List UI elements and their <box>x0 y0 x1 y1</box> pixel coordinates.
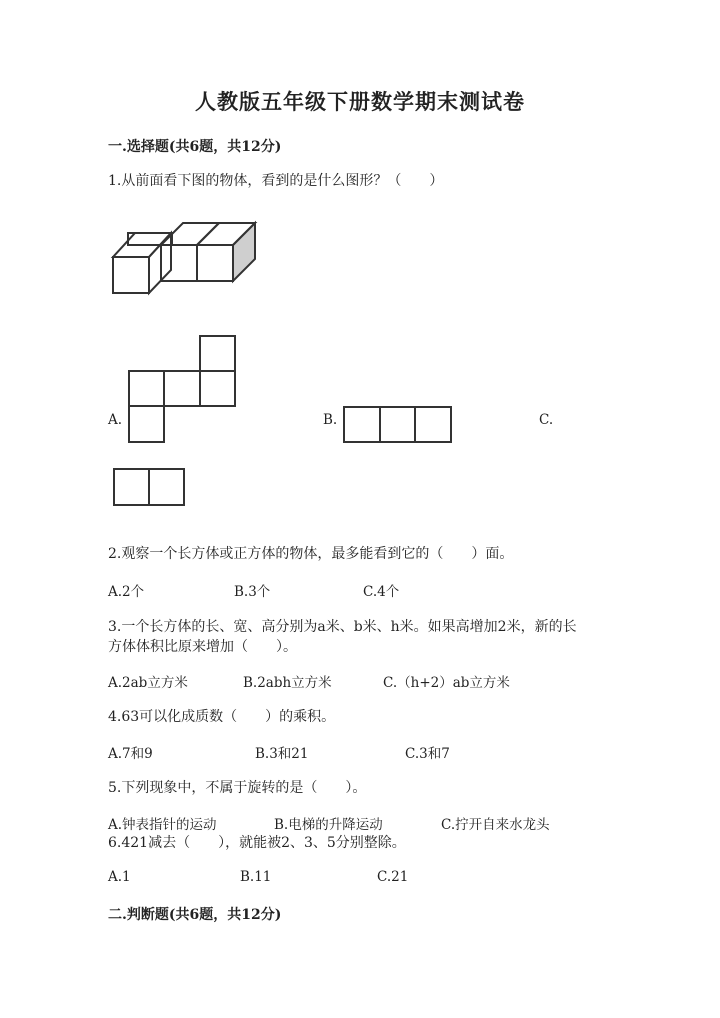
question-4-text: 4.63可以化成质数（ ）的乘积。 <box>108 709 336 725</box>
q4-option-b[interactable]: B.3和21 <box>255 746 309 762</box>
q6-option-b[interactable]: B.11 <box>240 869 272 885</box>
page-title: 人教版五年级下册数学期末测试卷 <box>195 89 525 114</box>
q3-option-c[interactable]: C.（h+2）ab立方米 <box>383 675 510 691</box>
q3-option-b[interactable]: B.2abh立方米 <box>243 675 332 691</box>
q2-option-a[interactable]: A.2个 <box>108 584 145 600</box>
q3-option-a[interactable]: A.2ab立方米 <box>108 675 188 691</box>
q4-option-c[interactable]: C.3和7 <box>405 746 450 762</box>
q5-option-b[interactable]: B.电梯的升降运动 <box>274 817 383 833</box>
q6-option-c[interactable]: C.21 <box>377 869 409 885</box>
q1-option-c-label[interactable]: C. <box>539 412 554 428</box>
question-5-text: 5.下列现象中，不属于旋转的是（ ）。 <box>108 780 367 796</box>
q5-option-c[interactable]: C.拧开自来水龙头 <box>441 817 550 833</box>
q2-option-b[interactable]: B.3个 <box>234 584 271 600</box>
q5-option-a[interactable]: A.钟表指针的运动 <box>108 817 217 833</box>
question-3-text-line-2: 方体体积比原来增加（ ）。 <box>108 639 297 655</box>
section-1-heading: 一.选择题(共6题，共12分) <box>108 139 282 155</box>
question-2-text: 2.观察一个长方体或正方体的物体，最多能看到它的（ ）面。 <box>108 546 514 562</box>
question-3-text-line-1: 3.一个长方体的长、宽、高分别为a米、b米、h米。如果高增加2米，新的长 <box>108 619 577 635</box>
q4-option-a[interactable]: A.7和9 <box>108 746 153 762</box>
question-1-text: 1.从前面看下图的物体，看到的是什么图形？（ ） <box>108 173 444 189</box>
q2-option-c[interactable]: C.4个 <box>363 584 400 600</box>
section-2-heading: 二.判断题(共6题，共12分) <box>108 907 282 923</box>
q1-option-b-label[interactable]: B. <box>323 412 338 428</box>
q6-option-a[interactable]: A.1 <box>108 869 131 885</box>
question-6-text: 6.421减去（ ），就能被2、3、5分别整除。 <box>108 835 406 851</box>
q1-option-a-label[interactable]: A. <box>108 412 123 428</box>
